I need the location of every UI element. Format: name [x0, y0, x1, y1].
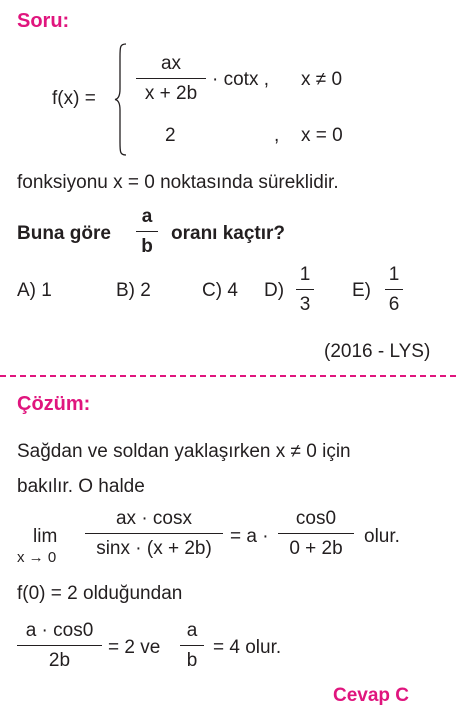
- option-e-denominator: 6: [388, 294, 400, 315]
- equals-a: = a ·: [230, 526, 269, 547]
- fraction-bar: [180, 645, 204, 646]
- limit-subscript: x → 0: [17, 549, 57, 566]
- case2-condition: x = 0: [301, 125, 343, 146]
- fraction-bar: [385, 289, 403, 290]
- exam-source: (2016 - LYS): [324, 341, 431, 362]
- option-e-fraction: [385, 264, 403, 316]
- equals-2-ve: = 2 ve: [108, 637, 161, 658]
- solution-line-2: bakılır. O halde: [17, 476, 145, 497]
- equals-4-olur: = 4 olur.: [213, 637, 282, 658]
- case1-condition: x ≠ 0: [301, 69, 343, 90]
- option-d-label: D): [264, 280, 285, 301]
- ratio-numerator: a: [186, 620, 198, 641]
- solution-line-1: Sağdan ve soldan yaklaşırken x ≠ 0 için: [17, 441, 351, 462]
- olur-text: olur.: [364, 526, 400, 547]
- option-d-denominator: 3: [299, 294, 311, 315]
- case2-comma: ,: [274, 125, 280, 146]
- final-numerator: a · cos0: [25, 620, 94, 641]
- option-c: C) 4: [202, 280, 238, 301]
- option-b: B) 2: [116, 280, 151, 301]
- question-statement: fonksiyonu x = 0 noktasında süreklidir.: [17, 172, 339, 193]
- fraction-bar: [136, 78, 206, 79]
- final-fraction: [17, 620, 102, 672]
- fraction-bar: [278, 533, 354, 534]
- f0-line: f(0) = 2 olduğundan: [17, 583, 183, 604]
- question-heading: Soru:: [17, 10, 70, 32]
- limit-denominator: sinx · (x + 2b): [96, 538, 212, 559]
- solution-heading: Çözüm:: [17, 393, 91, 415]
- left-brace-icon: [114, 43, 128, 156]
- option-d-numerator: 1: [299, 264, 311, 285]
- option-e-label: E): [352, 280, 371, 301]
- option-d-fraction: [296, 264, 314, 316]
- case1-denominator: x + 2b: [144, 83, 198, 104]
- option-a: A) 1: [17, 280, 52, 301]
- section-divider: [0, 375, 456, 377]
- function-lhs: f(x) =: [52, 88, 96, 109]
- ask-denominator: b: [141, 236, 153, 257]
- ask-suffix: oranı kaçtır?: [171, 223, 286, 244]
- limit-numerator: ax · cosx: [115, 508, 193, 529]
- ask-prefix: Buna göre: [17, 223, 111, 244]
- fraction-bar: [296, 289, 314, 290]
- cos-fraction: [278, 508, 354, 560]
- ratio-fraction: [180, 620, 204, 672]
- cos-numerator: cos0: [295, 508, 337, 529]
- final-denominator: 2b: [48, 650, 71, 671]
- case1-numerator: ax: [160, 53, 182, 74]
- case1-fraction: [136, 53, 206, 105]
- fraction-bar: [17, 645, 102, 646]
- ask-numerator: a: [141, 206, 153, 227]
- answer-label: Cevap C: [333, 685, 410, 706]
- limit-fraction: [85, 508, 223, 560]
- cos-denominator: 0 + 2b: [289, 538, 343, 559]
- limit-word: lim: [33, 526, 58, 547]
- fraction-bar: [85, 533, 223, 534]
- option-e-numerator: 1: [388, 264, 400, 285]
- fraction-bar: [136, 231, 158, 232]
- case1-cotx: · cotx ,: [212, 69, 270, 90]
- ask-fraction: [136, 206, 158, 258]
- ratio-denominator: b: [186, 650, 198, 671]
- case2-value: 2: [165, 125, 176, 146]
